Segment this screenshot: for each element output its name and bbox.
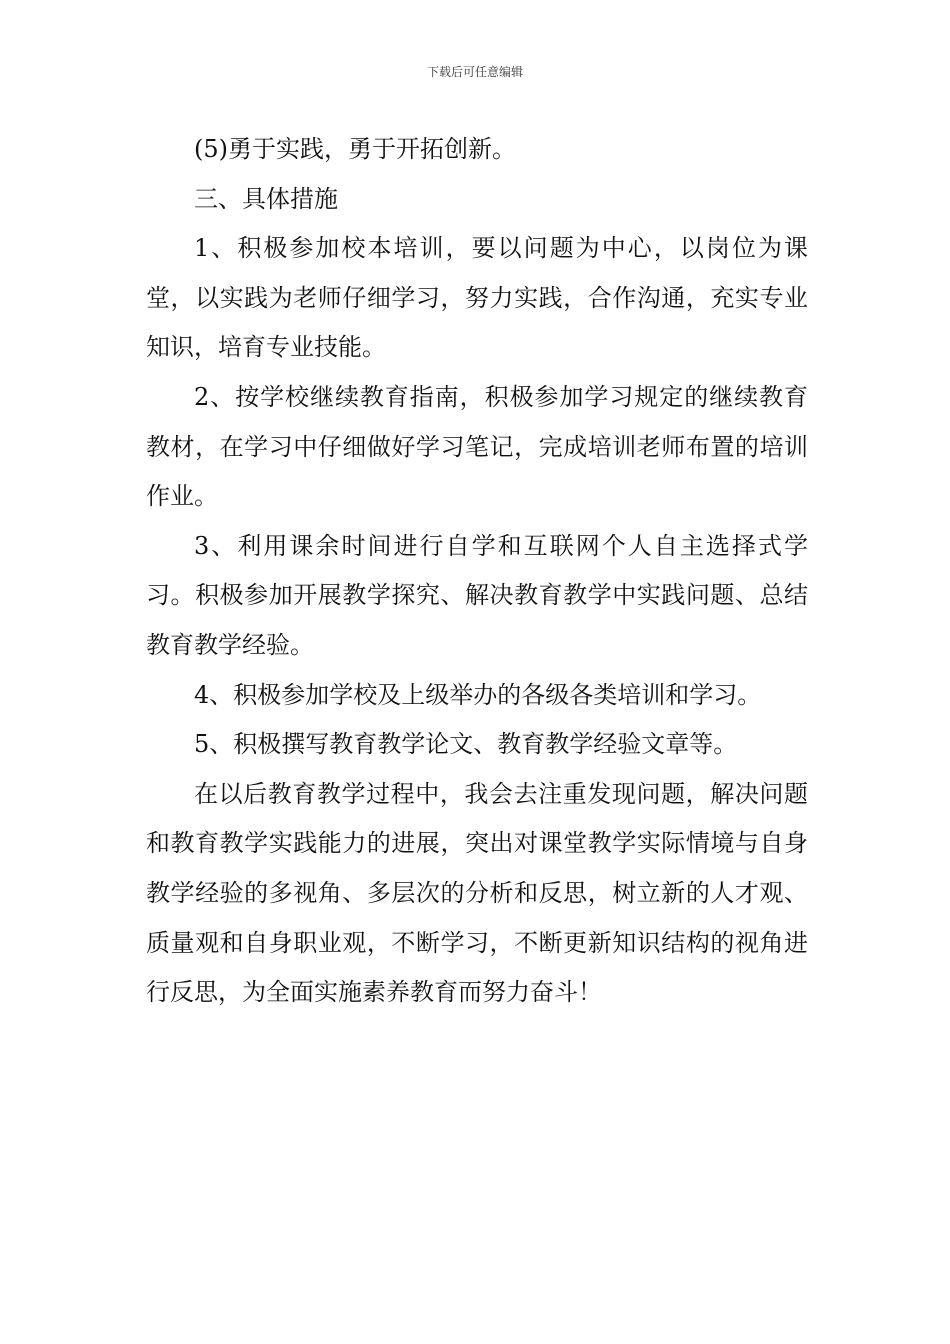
paragraph-measure-5: 5、积极撰写教育教学论文、教育教学经验文章等。: [194, 730, 738, 759]
page-header-note: 下载后可任意编辑: [426, 65, 523, 79]
paragraph-measure-1: 1、积极参加校本培训，要以问题为中心，以岗位为课堂，以实践为老师仔细学习，努力实践，合作沟通，充实专业知识，培育专业技能。: [146, 234, 808, 362]
paragraph-conclusion: 在以后教育教学过程中，我会去注重发现问题，解决问题和教育教学实践能力的进展，突出对课堂教学实际情境与自身教学经验的多视角、多层次的分析和反思，树立新的人才观、质量观和自身职业观，不断学习，不断更新知识结构的视角进行反思，为全面实施素养教育而努力奋斗！: [146, 779, 808, 1007]
paragraph-goal-5: (5)勇于实践，勇于开拓创新。: [194, 135, 516, 163]
paragraph-measure-3: 3、利用课余时间进行自学和互联网个人自主选择式学习。积极参加开展教学探究、解决教育教学中实践问题、总结教育教学经验。: [146, 531, 808, 659]
section-heading-measures: 三、具体措施: [194, 184, 338, 213]
paragraph-measure-4: 4、积极参加学校及上级举办的各级各类培训和学习。: [194, 680, 762, 709]
document-body: [146, 125, 808, 1018]
paragraph-measure-2: 2、按学校继续教育指南，积极参加学习规定的继续教育教材，在学习中仔细做好学习笔记，完成培训老师布置的培训作业。: [146, 382, 808, 511]
